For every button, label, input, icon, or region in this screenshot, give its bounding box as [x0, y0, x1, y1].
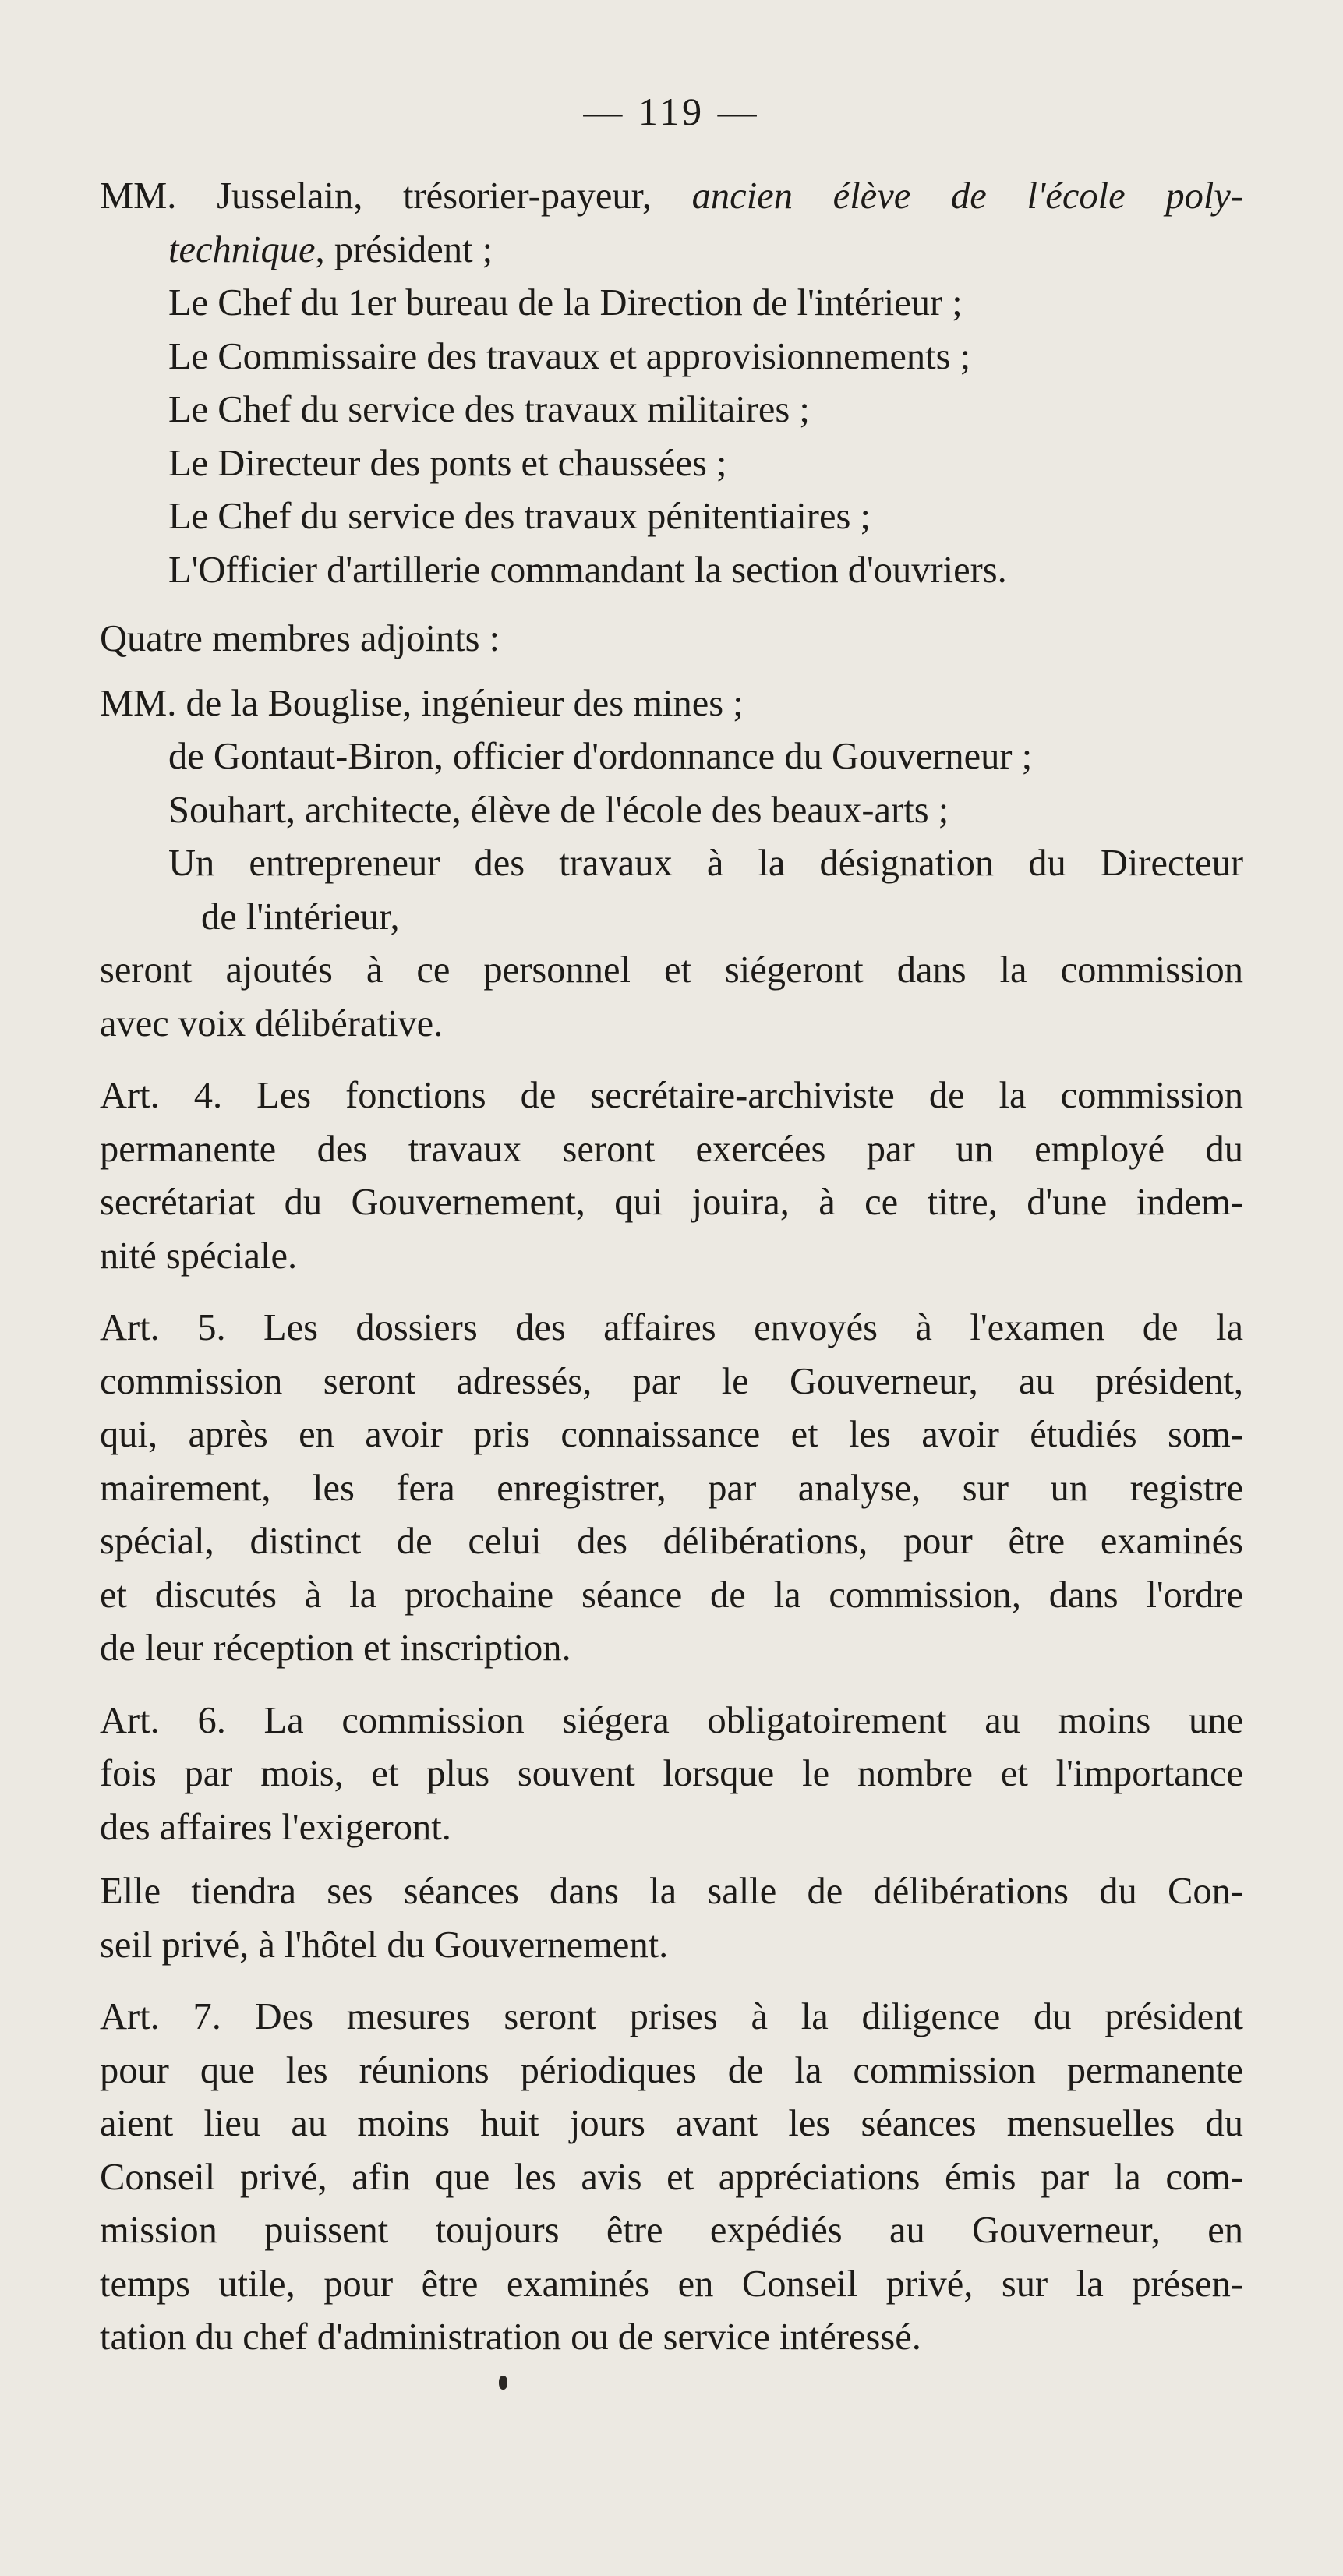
article-line: nité spéciale.	[100, 1235, 298, 1277]
member-line: Le Chef du service des travaux pénitentiaires ;	[168, 496, 871, 537]
president-title-italic: ancien élève de l'école poly-	[691, 175, 1243, 217]
commission-composition	[100, 170, 1243, 597]
article-line: Conseil privé, afin que les avis et appréciations émis par la com-	[100, 2156, 1243, 2198]
article-line: commission seront adressés, par le Gouverneur, au président,	[100, 1360, 1243, 1402]
adjoints-closing: avec voix délibérative.	[100, 1002, 444, 1044]
ink-mark	[499, 2376, 507, 2390]
adjoints-closing: seront ajoutés à ce personnel et siégeront dans la commission	[100, 949, 1243, 991]
president-text: MM. Jusselain, trésorier-payeur,	[100, 175, 692, 217]
article-line: secrétariat du Gouvernement, qui jouira, à ce titre, d'une indem-	[100, 1182, 1243, 1223]
member-line: Le Chef du service des travaux militaires ;	[168, 389, 810, 430]
president-role: , président ;	[315, 228, 493, 270]
article-line: Art. 5. Les dossiers des affaires envoyés à l'examen de la	[100, 1307, 1243, 1348]
adjoint-line: de l'intérieur,	[201, 896, 400, 938]
article-line: et discutés à la prochaine séance de la commission, dans l'ordre	[100, 1574, 1243, 1616]
article-5	[100, 1302, 1243, 1676]
president-title-italic-end: technique	[168, 228, 316, 270]
article-line: permanente des travaux seront exercées par un employé du	[100, 1128, 1243, 1170]
article-6	[100, 1694, 1243, 1855]
member-line: Le Commissaire des travaux et approvisionnements ;	[168, 335, 971, 377]
article-line: de leur réception et inscription.	[100, 1627, 571, 1669]
article-line: seil privé, à l'hôtel du Gouvernement.	[100, 1924, 669, 1966]
adjoints-heading: Quatre membres adjoints :	[100, 618, 500, 659]
article-line: pour que les réunions périodiques de la commission permanente	[100, 2049, 1243, 2091]
article-line: mission puissent toujours être expédiés au Gouverneur, en	[100, 2210, 1243, 2251]
article-line: des affaires l'exigeront.	[100, 1806, 451, 1848]
article-line: tation du chef d'administration ou de service intéressé.	[100, 2316, 921, 2358]
adjoint-line: Un entrepreneur des travaux à la désignation du Directeur	[168, 843, 1243, 884]
article-line: temps utile, pour être examinés en Conseil privé, sur la présen-	[100, 2263, 1243, 2305]
member-line: L'Officier d'artillerie commandant la section d'ouvriers.	[168, 549, 1007, 591]
member-line: Le Chef du 1er bureau de la Direction de l'intérieur ;	[168, 282, 963, 323]
article-line: Art. 6. La commission siégera obligatoirement au moins une	[100, 1699, 1243, 1741]
page-number: — 119 —	[583, 90, 760, 133]
article-6-paragraph-2	[100, 1865, 1243, 1972]
article-line: mairement, les fera enregistrer, par analyse, sur un registre	[100, 1467, 1243, 1509]
adjoint-line: de Gontaut-Biron, officier d'ordonnance du Gouverneur ;	[168, 736, 1033, 777]
article-line: qui, après en avoir pris connaissance et les avoir étudiés som-	[100, 1414, 1243, 1455]
president-line	[100, 170, 1243, 224]
article-line: aient lieu au moins huit jours avant les séances mensuelles du	[100, 2103, 1243, 2144]
adjoint-members	[100, 613, 1243, 1051]
article-line: fois par mois, et plus souvent lorsque le nombre et l'importance	[100, 1753, 1243, 1794]
article-line: spécial, distinct de celui des délibérations, pour être examinés	[100, 1521, 1243, 1562]
article-7	[100, 1991, 1243, 2365]
article-line: Art. 7. Des mesures seront prises à la diligence du président	[100, 1996, 1243, 2037]
member-line: Le Directeur des ponts et chaussées ;	[168, 442, 727, 484]
article-line: Elle tiendra ses séances dans la salle de délibérations du Con-	[100, 1871, 1243, 1912]
president-line-continued	[100, 224, 1243, 277]
article-4	[100, 1069, 1243, 1283]
adjoint-line: MM. de la Bouglise, ingénieur des mines ;	[100, 682, 744, 724]
article-line: Art. 4. Les fonctions de secrétaire-archiviste de la commission	[100, 1075, 1243, 1116]
adjoint-line: Souhart, architecte, élève de l'école des beaux-arts ;	[168, 789, 949, 831]
